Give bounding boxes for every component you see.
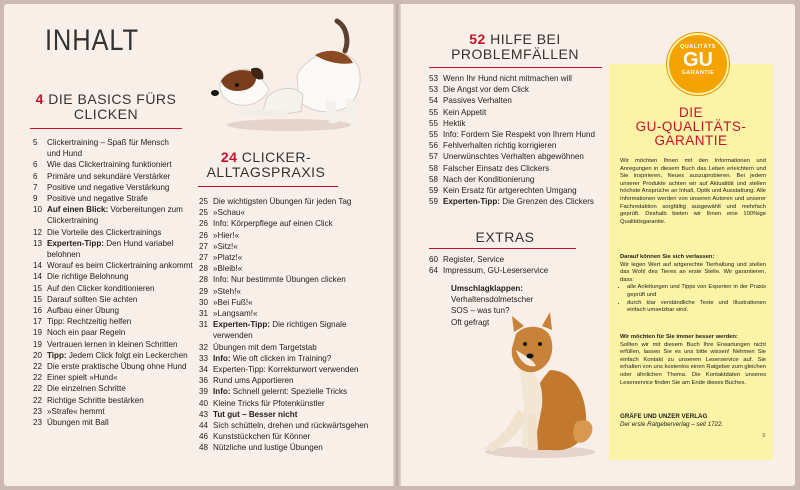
toc-page-number: 34 (199, 365, 209, 375)
section-title-line2: PROBLEMFÄLLEN (451, 46, 579, 63)
toc-entry (33, 137, 218, 148)
toc-entry-text: Die erste praktische Übung ohne Hund (47, 362, 187, 372)
corner-mark: ≡ (762, 433, 766, 439)
gu-bullet-item: • alle Anleitungen und Tipps von Experten in der Praxis geprüft und (627, 284, 766, 299)
toc-page-number: 5 (33, 138, 38, 147)
toc-entry-text: Tipp: Rechtzeitig helfen (47, 317, 132, 327)
toc-entry (33, 249, 218, 260)
section-title-line2: ALLTAGSPRAXIS (206, 164, 326, 181)
toc-entry-text: Kleine Tricks für Pfotenkünstler (213, 398, 325, 408)
toc-page-number: 44 (199, 421, 209, 431)
gu-bullet-item: • durch klar verständliche Texte und Illustrationen einfach umsetzbar sind. (627, 300, 766, 315)
toc-entry (33, 294, 218, 305)
toc-page-number: 25 (199, 208, 209, 218)
section-number: 52 (469, 31, 486, 47)
toc-page-number: 56 (429, 141, 439, 151)
toc-page-number: 6 (33, 171, 38, 181)
section-rule (429, 67, 602, 68)
toc-page-number: 55 (429, 118, 439, 128)
toc-page-number: 54 (429, 96, 439, 106)
toc-entry-text: Clickertraining (47, 216, 99, 226)
toc-entry-text: Einer spielt »Hund« (47, 373, 118, 383)
toc-entry-highlight: Auf einen Blick: (47, 205, 109, 215)
toc-entry (33, 238, 218, 249)
gu-guarantee-title (609, 106, 773, 148)
toc-page-number: 60 (429, 255, 439, 264)
toc-entry-text: Register, Service (443, 255, 505, 264)
toc-entry-highlight: Experten-Tipp: (443, 197, 500, 207)
toc-page-number: 22 (33, 373, 43, 383)
toc-entry (33, 193, 218, 204)
toc-page-number: 15 (33, 294, 43, 304)
toc-entry-text: belohnen (47, 250, 81, 260)
toc-entry-text: verwenden (213, 331, 253, 341)
toc-entry-text: Sich schütteln, drehen und rückwärtsgehen (213, 421, 369, 431)
gu-subheading: Wir möchten für Sie immer besser werden: (620, 334, 738, 340)
toc-page-number: 32 (199, 342, 209, 352)
toc-entry-rest: Jedem Click folgt ein Leckerchen (66, 350, 188, 360)
toc-page-number: 7 (33, 182, 38, 192)
jack-russell-terrier-illustration (207, 15, 367, 133)
toc-page-number: 30 (199, 297, 209, 307)
toc-page-number: 58 (429, 163, 439, 173)
gu-publisher-block (620, 413, 766, 429)
section-heading-alltagspraxis (205, 150, 327, 180)
toc-page-number: 36 (199, 376, 209, 386)
toc-entry (33, 148, 218, 159)
toc-entry-text: Impressum, GU-Leserservice (443, 266, 549, 276)
toc-page-number: 48 (199, 443, 209, 453)
toc-entry-text: Die Angst vor dem Click (443, 85, 529, 95)
seal-bottom-text: GARANTIE (681, 70, 715, 76)
toc-entry-text: Die richtige Belohnung (47, 272, 129, 282)
toc-entry (33, 159, 218, 170)
toc-entry (429, 163, 609, 174)
toc-entry (199, 207, 387, 218)
toc-entry (199, 431, 387, 442)
toc-entry-text: »Bei Fuß!« (213, 297, 253, 307)
title-line: DIE (678, 105, 703, 120)
section-rule (198, 186, 338, 187)
toc-entry (429, 140, 609, 151)
toc-page-number: 27 (199, 241, 209, 251)
cover-flap-item: Verhaltensdolmetscher (451, 295, 534, 305)
toc-entry (33, 395, 218, 406)
toc-entry (199, 252, 387, 263)
toc-entry (199, 319, 387, 330)
toc-page-number: 14 (33, 261, 43, 271)
toc-entry-text (47, 238, 218, 249)
toc-entry (429, 185, 609, 196)
toc-entry (429, 129, 609, 140)
toc-entry (199, 230, 387, 241)
toc-entry-text (47, 350, 218, 361)
toc-page-number: 28 (199, 275, 209, 285)
toc-page-number: 23 (33, 418, 43, 428)
publisher-name: GRÄFE UND UNZER VERLAG (620, 413, 708, 420)
toc-entry-text: Vertrauen lernen in kleinen Schritten (47, 339, 178, 349)
toc-entry-text: Die Vorteile des Clickertrainings (47, 227, 162, 237)
toc-entry (199, 286, 387, 297)
toc-entry-rest: Die Grenzen des Clickers (499, 197, 594, 207)
gu-quality-seal (667, 33, 729, 95)
toc-entry (199, 375, 387, 386)
title-line: GARANTIE (654, 133, 728, 148)
toc-entry-text: und Hund (47, 149, 83, 159)
toc-page-number: 17 (33, 317, 43, 327)
toc-entry-text: Clickertraining – Spaß für Mensch (47, 138, 169, 147)
toc-page-number: 31 (199, 309, 209, 319)
section-number: 4 (35, 91, 44, 107)
toc-entry-text: Nützliche und lustige Übungen (213, 443, 323, 453)
gu-paragraph-reliability (620, 254, 766, 315)
toc-page-number: 6 (33, 160, 38, 170)
toc-entry (33, 350, 218, 361)
toc-entry-text: Übungen mit dem Targetstab (213, 342, 317, 352)
toc-entry (429, 73, 609, 84)
toc-page-number: 23 (33, 406, 43, 416)
toc-page-number: 19 (33, 328, 43, 338)
toc-entry (199, 364, 387, 375)
toc-entry (429, 95, 609, 106)
toc-entry-text: Passives Verhalten (443, 96, 512, 106)
toc-entry-text: Die einzelnen Schritte (47, 384, 126, 394)
section-heading-basics (30, 92, 182, 122)
toc-entry (429, 151, 609, 162)
toc-entry-text (443, 196, 609, 207)
toc-page-number: 27 (199, 253, 209, 263)
toc-entry (33, 260, 218, 271)
toc-entry (33, 361, 218, 372)
section-title-line1: HILFE BEI (490, 31, 561, 47)
toc-entry-text: Fehlverhalten richtig korrigieren (443, 141, 557, 151)
toc-page-number: 59 (429, 197, 439, 207)
toc-list-extras (429, 254, 589, 276)
toc-entry-text: Übungen mit Ball (47, 418, 109, 428)
toc-entry-text: Positive und negative Verstärkung (47, 182, 170, 192)
toc-page-number: 40 (199, 398, 209, 408)
toc-page-number: 25 (199, 197, 209, 206)
toc-page-number: 22 (33, 362, 43, 372)
toc-page-number: 53 (429, 74, 439, 83)
toc-page-number: 64 (429, 266, 439, 276)
book-gutter (393, 4, 401, 486)
toc-page-number (33, 215, 47, 226)
toc-page-number: 22 (33, 395, 43, 405)
toc-entry-text: »Schau« (213, 208, 245, 218)
toc-page-number: 58 (429, 174, 439, 184)
toc-entry (33, 227, 218, 238)
toc-page-number: 22 (33, 384, 43, 394)
toc-entry-text: Darauf sollten Sie achten (47, 294, 138, 304)
toc-entry-text: »Steh!« (213, 286, 241, 296)
toc-page-number: 12 (33, 227, 43, 237)
toc-entry-text: Wenn Ihr Hund nicht mitmachen will (443, 74, 572, 83)
toc-entry-highlight: Info: (213, 353, 231, 363)
toc-entry (199, 263, 387, 274)
toc-list-problemfaelle (429, 73, 609, 207)
toc-entry (33, 406, 218, 417)
toc-entry (33, 417, 218, 428)
toc-entry (199, 342, 387, 353)
toc-entry-rest: Den Hund variabel (103, 238, 174, 248)
section-heading-extras (455, 230, 555, 245)
toc-entry-highlight: Experten-Tipp: (47, 238, 104, 248)
toc-page-number: 53 (429, 85, 439, 95)
page-title: INHALT (45, 24, 139, 57)
toc-entry-text: »Sitz!« (213, 241, 238, 251)
toc-page-number: 31 (199, 320, 209, 330)
toc-entry-text: Experten-Tipp: Korrekturwort verwenden (213, 365, 359, 375)
toc-page-number (33, 148, 47, 159)
toc-entry (33, 383, 218, 394)
section-title-line1: CLICKER- (241, 149, 312, 165)
toc-entry (33, 327, 218, 338)
gu-bullet-list (620, 284, 766, 314)
toc-entry-text: »Langsam!« (213, 309, 258, 319)
toc-page-number: 55 (429, 107, 439, 117)
toc-entry-text: »Hier!« (213, 230, 240, 240)
section-rule (429, 248, 576, 249)
toc-entry-text: Die wichtigsten Übungen für jeden Tag (213, 197, 352, 206)
section-title: EXTRAS (475, 229, 535, 245)
toc-page-number: 55 (429, 130, 439, 140)
toc-entry-text: Wie das Clickertraining funktioniert (47, 160, 172, 170)
toc-entry-highlight: Info: (213, 387, 231, 397)
toc-page-number: 29 (199, 286, 209, 296)
toc-entry (199, 308, 387, 319)
toc-entry (199, 353, 387, 364)
toc-entry (429, 196, 609, 207)
toc-entry (429, 265, 589, 276)
section-rule (30, 128, 182, 129)
toc-entry-text: Worauf es beim Clickertraining ankommt (47, 261, 193, 271)
toc-entry-text: Aufbau einer Übung (47, 306, 119, 316)
gu-subheading: Darauf können Sie sich verlassen: (620, 254, 715, 260)
toc-page-number: 16 (33, 306, 43, 316)
toc-entry (199, 398, 387, 409)
toc-entry-text (47, 204, 218, 215)
toc-list-basics (33, 137, 218, 428)
toc-entry (429, 174, 609, 185)
toc-entry-rest: Vorbereitungen zum (108, 205, 183, 215)
toc-entry (199, 420, 387, 431)
gu-paragraph-intro: Wir möchten Ihnen mit den Informationen und Anregungen in diesem Buch das Leben erleichtern und Sie inspirieren, Neues auszuprobieren. Bei jedem unserer Produkte achten wir auf Aktualität und stellen höchste Ansprüche an Inhalt, Optik und Ausstattung. Alle Informationen werden von unseren Autoren und unserer Fachredaktion sorgfältig ausgewählt und mehrfach geprüft. Deshalb bieten wir Ihnen eine 100%ige Qualitätsgarantie. (620, 158, 766, 225)
toc-entry-highlight: Experten-Tipp: (213, 320, 270, 330)
toc-page-number: 19 (33, 339, 43, 349)
toc-entry-text: Noch ein paar Regeln (47, 328, 126, 338)
section-title-line1: DIE BASICS FÜRS (48, 91, 177, 107)
toc-entry (199, 297, 387, 308)
toc-entry-highlight: Tipp: (47, 350, 67, 360)
toc-entry-text (213, 353, 387, 364)
toc-entry (199, 409, 387, 420)
toc-page-number: 13 (33, 238, 43, 248)
toc-entry-text: Positive und negative Strafe (47, 194, 148, 204)
toc-entry-text: Kein Appetit (443, 107, 487, 117)
toc-entry (199, 196, 387, 207)
toc-entry (33, 316, 218, 327)
toc-page-number: 46 (199, 432, 209, 442)
toc-entry-text: Auf den Clicker konditionieren (47, 283, 155, 293)
toc-page-number: 28 (199, 264, 209, 274)
gu-paragraph-text: Wir legen Wert auf artgerechte Tierhaltung und stellen das Wohl des Tieres an erste Stelle. Wir garantieren, dass: (620, 261, 766, 283)
toc-entry (429, 107, 609, 118)
toc-entry-text (213, 386, 387, 397)
toc-entry-text: Info: Fordern Sie Respekt von Ihrem Hund (443, 130, 596, 140)
toc-entry (33, 182, 218, 193)
section-title-line2: CLICKEN (73, 106, 139, 123)
cover-flap-item: Oft gefragt (451, 317, 490, 327)
toc-entry (33, 215, 218, 226)
toc-entry (33, 171, 218, 182)
toc-entry-highlight: Tut gut – Besser nicht (213, 409, 298, 419)
toc-page-number: 43 (199, 409, 209, 419)
toc-entry-text: »Strafe« hemmt (47, 406, 105, 416)
toc-entry (33, 305, 218, 316)
toc-entry-text: Hektik (443, 118, 466, 128)
shiba-inu-illustration (470, 310, 605, 460)
toc-entry (33, 339, 218, 350)
toc-entry-text: Primäre und sekundäre Verstärker (47, 171, 171, 181)
toc-entry (199, 274, 387, 285)
toc-page-number: 20 (33, 350, 43, 360)
gu-paragraph-feedback (620, 334, 766, 387)
toc-page-number (199, 330, 213, 341)
toc-entry-text: Richtige Schritte bestärken (47, 395, 144, 405)
toc-entry (33, 372, 218, 383)
toc-entry-text: Kunststückchen für Könner (213, 432, 311, 442)
toc-page-number: 10 (33, 205, 43, 215)
toc-entry (33, 283, 218, 294)
cover-flap-item: SOS – was tun? (451, 306, 510, 316)
toc-page-number: 26 (199, 230, 209, 240)
toc-entry-text: »Bleib!« (213, 264, 243, 274)
toc-entry-rest: Die richtigen Signale (269, 320, 347, 330)
toc-page-number: 14 (33, 272, 43, 282)
toc-entry-text (213, 409, 387, 420)
toc-entry-text: »Platz!« (213, 253, 243, 263)
toc-page-number: 59 (429, 186, 439, 196)
seal-logo-text: GU (683, 49, 713, 71)
toc-page-number: 15 (33, 283, 43, 293)
toc-page-number: 26 (199, 219, 209, 229)
gu-paragraph-text: Sollten wir mit diesem Buch Ihre Erwartungen nicht erfüllen, lassen Sie es uns bitte wissen! Nehmen Sie einfach Kontakt zu unserem Leserservice auf. Sie erhalten von uns kostenlos einen Ratgeber zum gleichen oder ähnlichen Thema. Die Kontaktdaten unseres Leserservice finden Sie am Ende dieses Buches. (620, 341, 766, 386)
toc-entry-text: Info: Nur bestimmte Übungen clicken (213, 275, 346, 285)
toc-entry-text: Falscher Einsatz des Clickers (443, 163, 550, 173)
toc-entry (33, 204, 218, 215)
toc-entry-rest: Wie oft clicken im Training? (230, 353, 332, 363)
toc-page-number: 57 (429, 152, 439, 162)
toc-entry (429, 118, 609, 129)
toc-entry (199, 330, 387, 341)
toc-entry (199, 241, 387, 252)
seal-top-text: QUALITÄTS (680, 44, 716, 50)
section-heading-problemfaelle (450, 32, 580, 62)
toc-entry-text: Kein Ersatz für artgerechten Umgang (443, 186, 577, 196)
toc-entry-text: Info: Körperpflege auf einen Click (213, 219, 333, 229)
cover-flaps-label: Umschlagklappen: (451, 284, 523, 293)
title-line: GU-QUALITÄTS- (635, 119, 747, 134)
toc-entry (199, 442, 387, 453)
toc-list-alltagspraxis (199, 196, 387, 454)
toc-entry-rest: Schnell gelernt: Spezielle Tricks (230, 387, 348, 397)
toc-entry (429, 254, 589, 265)
toc-page-number: 9 (33, 194, 38, 204)
toc-page-number: 33 (199, 353, 209, 363)
toc-entry (199, 218, 387, 229)
toc-entry-text (213, 319, 387, 330)
section-number: 24 (220, 149, 238, 165)
toc-page-number: 39 (199, 387, 209, 397)
toc-page-number (33, 249, 47, 260)
toc-entry-text: Rund ums Apportieren (213, 376, 294, 386)
toc-entry-text: Unerwünschtes Verhalten abgewöhnen (443, 152, 584, 162)
toc-entry (429, 84, 609, 95)
toc-entry-text: Nach der Konditionierung (443, 174, 535, 184)
toc-entry (199, 386, 387, 397)
publisher-slogan: Der erste Ratgeberverlag – seit 1722. (620, 421, 724, 428)
toc-entry (33, 271, 218, 282)
